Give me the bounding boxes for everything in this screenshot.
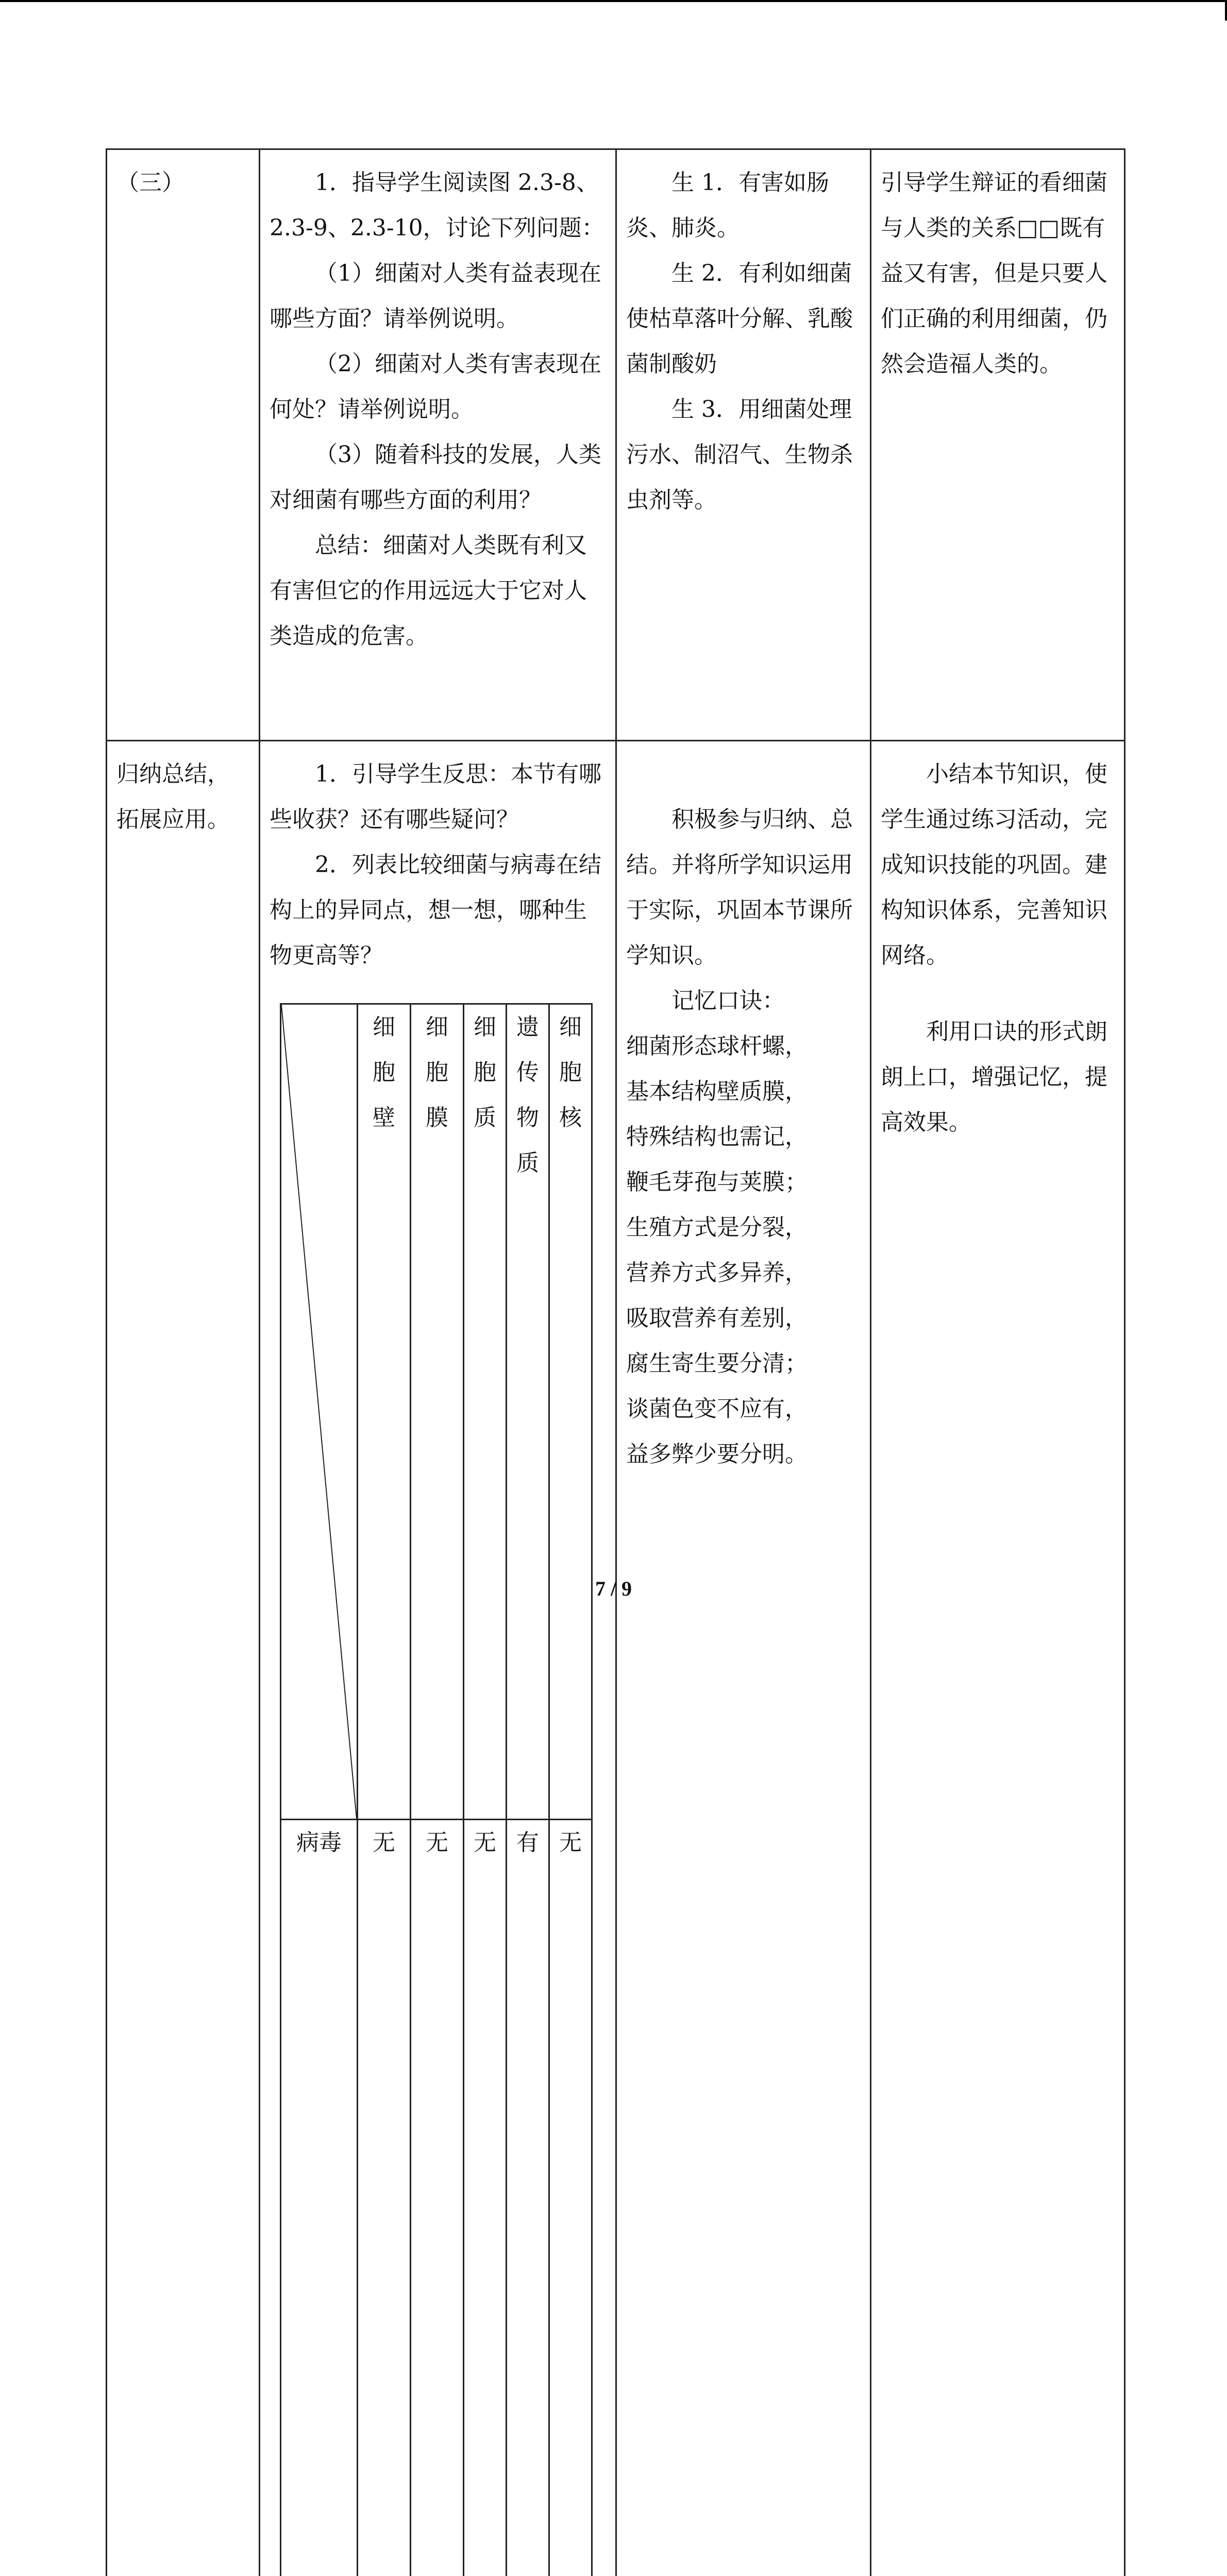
design-intent-cell <box>871 149 1125 741</box>
intent-paragraph: 利用口诀的形式朗朗上口，增强记忆，提高效果。 <box>881 1009 1115 1145</box>
student-paragraph: 生 3．用细菌处理污水、制沼气、生物杀虫剂等。 <box>626 387 861 523</box>
header-text: 细 胞 核 <box>550 1005 591 1141</box>
header-text: 细 胞 壁 <box>358 1005 410 1141</box>
header-text: 细 胞 质 <box>464 1005 506 1141</box>
header-cell-nucleus <box>549 1004 592 1820</box>
teacher-paragraph: （3）随着科技的发展，人类对细菌有哪些方面的利用？ <box>270 432 606 523</box>
comparison-table <box>280 1003 593 2576</box>
stage-cell <box>107 149 260 741</box>
student-paragraph: 生 2．有利如细菌使枯草落叶分解、乳酸菌制酸奶 <box>626 251 861 387</box>
student-paragraph: 生 1．有害如肠炎、肺炎。 <box>626 160 861 251</box>
diagonal-line <box>281 1005 357 1819</box>
student-paragraph: 积极参与归纳、总结。并将所学知识运用于实际，巩固本节课所学知识。 <box>626 797 861 978</box>
comparison-cell: 无 <box>358 1820 411 2576</box>
mnemonic-line: 腐生寄生要分清； <box>626 1341 861 1386</box>
header-cell-membrane <box>411 1004 464 1820</box>
table-row <box>107 741 1125 2576</box>
comparison-header-row <box>281 1004 592 1820</box>
lesson-plan-table <box>106 148 1125 2576</box>
stage-label: 归纳总结，拓展应用。 <box>116 752 249 842</box>
comparison-cell: 无 <box>464 1820 507 2576</box>
teacher-paragraph: （1）细菌对人类有益表现在哪些方面？请举例说明。 <box>270 251 606 342</box>
stage-cell <box>107 741 260 2576</box>
intent-paragraph: 引导学生辩证的看细菌与人类的关系□□既有益又有害，但是只要人们正确的利用细菌，仍然会造福人类的。 <box>881 160 1115 387</box>
mnemonic-line: 谈菌色变不应有， <box>626 1386 861 1432</box>
comparison-cell: 有 <box>507 1820 549 2576</box>
page-top-rule <box>0 0 1227 2</box>
comparison-row-virus <box>281 1820 592 2576</box>
teacher-activity-cell <box>260 741 616 2576</box>
header-cell-genetic-material <box>507 1004 549 1820</box>
design-intent-cell <box>871 741 1125 2576</box>
mnemonic-title: 记忆口诀： <box>626 978 861 1024</box>
teacher-paragraph: 2．列表比较细菌与病毒在结构上的异同点，想一想，哪种生物更高等？ <box>270 842 606 978</box>
intent-paragraph: 小结本节知识，使学生通过练习活动，完成知识技能的巩固。建构知识体系，完善知识网络。 <box>881 752 1115 978</box>
page-corner-rule <box>1225 0 1227 21</box>
mnemonic-line: 基本结构壁质膜， <box>626 1069 861 1114</box>
mnemonic-line: 益多弊少要分明。 <box>626 1432 861 1477</box>
stage-label: （三） <box>116 160 249 206</box>
teacher-paragraph: 1．引导学生反思：本节有哪些收获？还有哪些疑问？ <box>270 752 606 842</box>
comparison-cell: 无 <box>411 1820 464 2576</box>
header-text: 遗 传 物 质 <box>507 1005 548 1186</box>
header-text: 细 胞 膜 <box>411 1005 463 1141</box>
mnemonic-line: 营养方式多异养， <box>626 1250 861 1296</box>
page-number: 7 / 9 <box>0 1577 1227 1601</box>
diagonal-corner-cell <box>281 1004 358 1820</box>
teacher-paragraph: （2）细菌对人类有害表现在何处？请举例说明。 <box>270 342 606 432</box>
teacher-summary: 总结：细菌对人类既有利又有害但它的作用远远大于它对人类造成的危害。 <box>270 523 606 659</box>
mnemonic-line: 特殊结构也需记， <box>626 1114 861 1160</box>
student-activity-cell <box>616 149 871 741</box>
student-activity-cell <box>616 741 871 2576</box>
teacher-activity-cell <box>260 149 616 741</box>
comparison-cell: 无 <box>549 1820 592 2576</box>
mnemonic-line: 生殖方式是分裂， <box>626 1205 861 1250</box>
header-cell-wall <box>358 1004 411 1820</box>
table-row <box>107 149 1125 741</box>
header-cell-cytoplasm <box>464 1004 507 1820</box>
teacher-paragraph: 1．指导学生阅读图 2.3-8、2.3-9、2.3-10，讨论下列问题： <box>270 160 606 251</box>
mnemonic-line: 鞭毛芽孢与荚膜； <box>626 1160 861 1205</box>
mnemonic-line: 细菌形态球杆螺， <box>626 1024 861 1069</box>
mnemonic-line: 吸取营养有差别， <box>626 1296 861 1341</box>
row-label: 病毒 <box>281 1820 358 2576</box>
